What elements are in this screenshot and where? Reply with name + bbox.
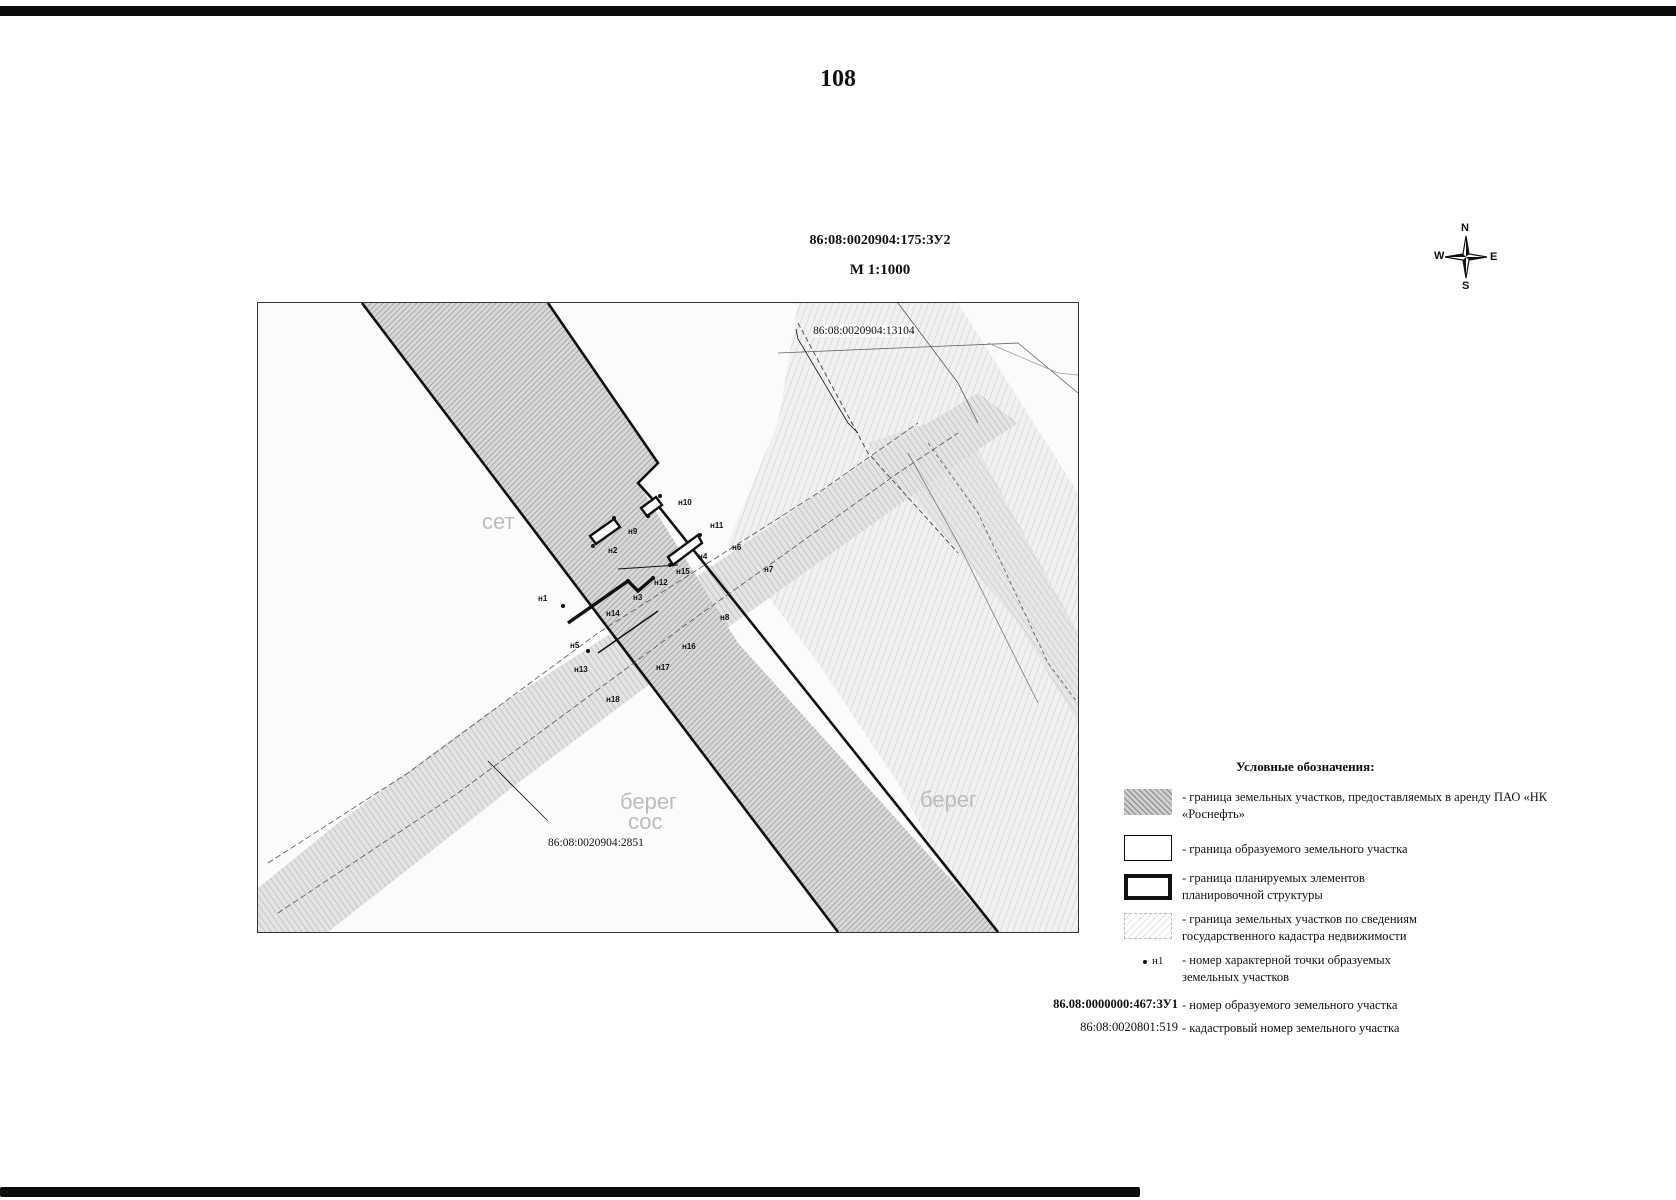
point-label: н18 [606,695,620,704]
legend-item: - граница планируемых элементов планировочной структуры [1182,871,1365,902]
legend-item: - граница земельных участков, предоставляемых в аренду ПАО «НК «Роснефть» [1182,790,1548,821]
point-label: н16 [682,642,696,651]
compass-e: E [1490,251,1498,263]
faint-map-text: берег [620,789,678,814]
legend-swatch-planning-elements [1124,874,1172,900]
point-label: н10 [678,498,692,507]
compass-w: W [1434,250,1445,262]
legend-title: Условные обозначения: [1236,759,1375,774]
point-label: н14 [606,609,620,618]
top-border-bar [0,6,1676,16]
faint-map-text: берег [920,787,978,812]
point-label: н2 [608,546,618,555]
cadastral-map [257,302,1079,933]
legend-point-sample: н1 [1152,955,1164,967]
legend-item: - номер характерной точки образуемых земельных участков [1182,953,1391,984]
point-label: н17 [656,663,670,672]
point-label: н7 [764,565,774,574]
map-scale: М 1:1000 [849,262,911,278]
point-label: н1 [538,594,548,603]
point-label: н6 [732,543,742,552]
page-number: 108 [820,66,856,92]
parcel-label: 86:08:0020904:2851 [548,837,644,849]
point-label: н13 [574,665,588,674]
legend-item: - граница образуемого земельного участка [1182,842,1408,856]
point-label: н15 [676,567,690,576]
faint-map-text: сос [628,809,663,834]
legend-item: - граница земельных участков по сведениям государственного кадастра недвижимости [1182,912,1417,943]
bottom-border-bar [0,1187,1140,1197]
compass-n: N [1461,222,1469,234]
point-label: н4 [698,552,708,561]
compass-rose [1430,222,1502,294]
point-label: н11 [710,521,724,530]
point-label: н3 [633,593,643,602]
parcel-label: 86:08:0020904:13104 [813,325,915,337]
point-label: н5 [570,641,580,650]
point-label: н9 [628,527,638,536]
point-label: н12 [654,578,668,587]
faint-map-text: сет [482,509,515,534]
legend-item: - кадастровый номер земельного участка [1182,1021,1400,1035]
map-legend [1000,755,1600,1055]
map-drawing [258,303,1078,932]
legend-swatch-cadastre-boundary [1124,913,1172,939]
legend-item: - номер образуемого земельного участка [1182,998,1398,1012]
compass-star-icon [1443,234,1489,280]
plot-id-title: 86:08:0020904:175:ЗУ2 [809,233,951,248]
compass-s: S [1462,280,1470,292]
legend-plot-code-sample: 86.08:0000000:467:ЗУ1 [1053,997,1178,1011]
legend-cadastral-sample: 86:08:0020801:519 [1080,1020,1178,1034]
legend-swatch-lease-boundary [1124,789,1172,815]
legend-swatch-formed-plot [1124,835,1172,861]
legend-point-dot [1143,960,1147,964]
point-label: н8 [720,613,730,622]
